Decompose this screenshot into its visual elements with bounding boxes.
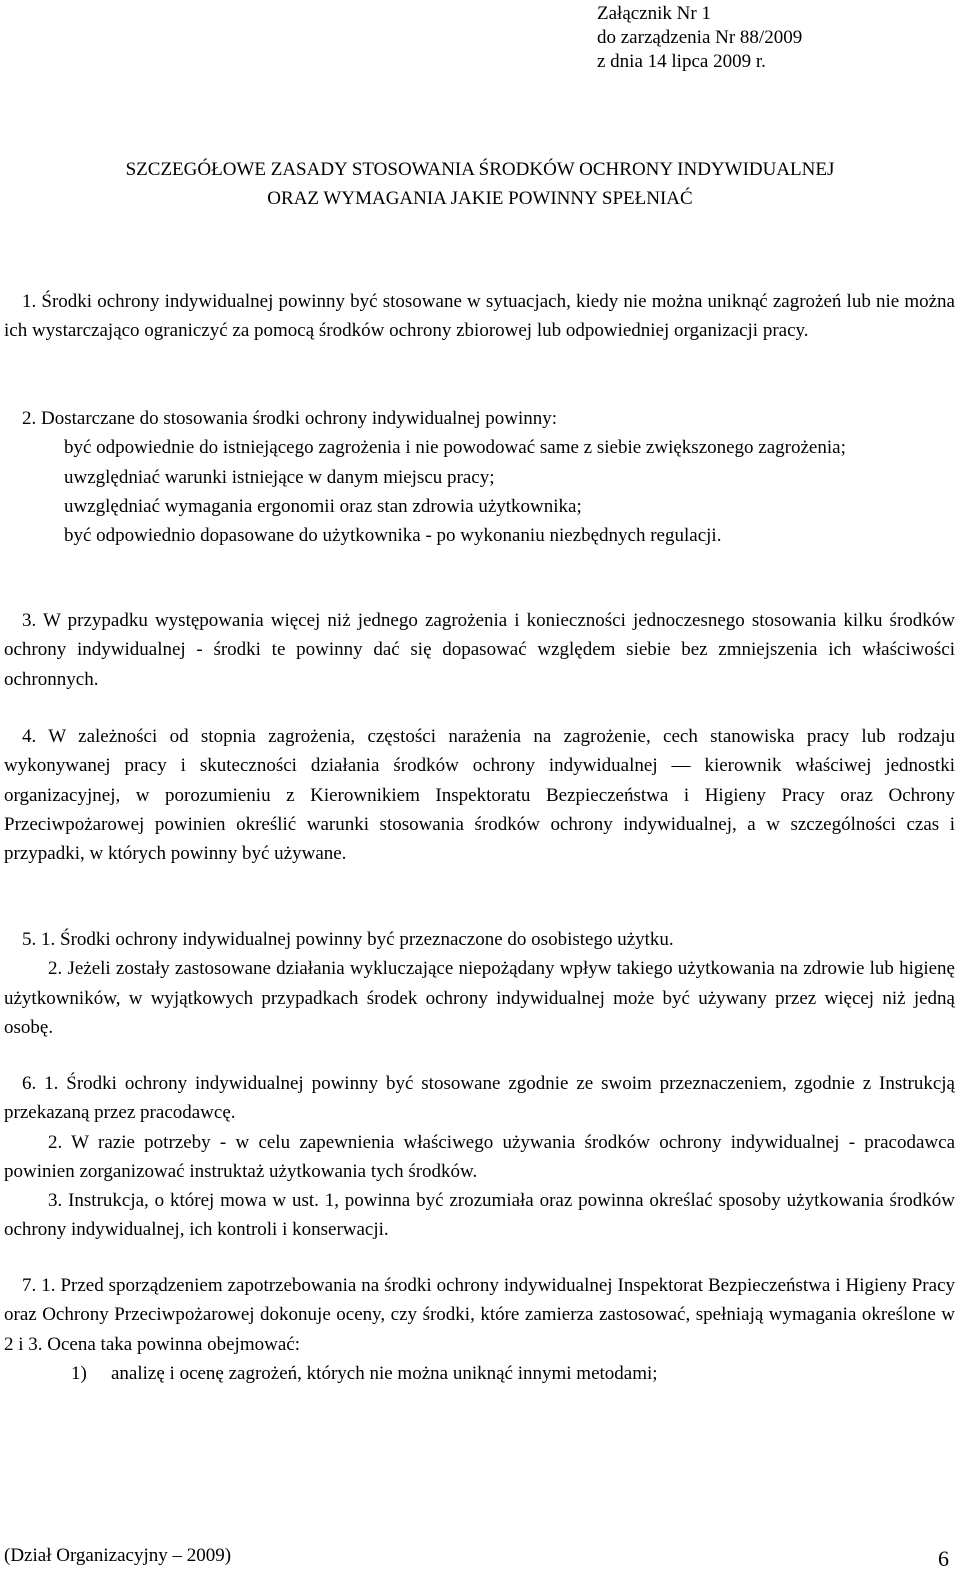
section-1-text: 1. Środki ochrony indywidualnej powinny być stosowane w sytuacjach, kiedy nie można uniknąć zagrożeń lub nie można ich wystarczająco ograniczyć za pomocą środków ochrony zbiorowej lub odpowiedniej organizacji pracy. [4, 291, 955, 342]
title-line-2: ORAZ WYMAGANIA JAKIE POWINNY SPEŁNIAĆ [267, 188, 693, 209]
section-1 [4, 287, 955, 346]
section-2 [4, 404, 955, 550]
item-text: uwzględniać wymagania ergonomii oraz stan zdrowia użytkownika; [64, 495, 582, 517]
item-number: 1) [71, 1362, 87, 1384]
document-title [0, 155, 960, 213]
section-6 [4, 1069, 955, 1245]
item-number [22, 433, 64, 462]
section-5-point-1: 5. 1. Środki ochrony indywidualnej powinny być przeznaczone do osobistego użytku. [22, 929, 674, 950]
section-2-intro: 2. Dostarczane do stosowania środki ochrony indywidualnej powinny: [22, 408, 558, 429]
section-4 [4, 722, 955, 868]
section-2-item-1 [22, 433, 955, 462]
page-number: 6 [938, 1546, 949, 1571]
section-3 [4, 606, 955, 694]
annex-header [597, 2, 802, 74]
annex-order-reference: do zarządzenia Nr 88/2009 [597, 27, 803, 48]
footer-department: (Dział Organizacyjny – 2009) [4, 1545, 232, 1566]
section-7 [4, 1271, 955, 1388]
section-6-point-3: 3. Instrukcja, o której mowa w ust. 1, powinna być zrozumiała oraz powinna określać sposoby użytkowania środków ochrony indywidualnej, ich kontroli i konserwacji. [4, 1190, 955, 1241]
section-2-item-2 [22, 463, 955, 492]
item-text: być odpowiednio dopasowane do użytkownika - po wykonaniu niezbędnych regulacji. [64, 525, 722, 547]
section-2-item-3 [22, 492, 955, 521]
section-7-point-1: 7. 1. Przed sporządzeniem zapotrzebowania na środki ochrony indywidualnej Inspektorat Bezpieczeństwa i Higieny Pracy oraz Ochrony Przeciwpożarowej dokonuje oceny, czy środki, które zamierza zastosować, spełniają wymagania określone w 2 i 3. Ocena taka powinna obejmować: [4, 1275, 955, 1355]
section-5-point-2: 2. Jeżeli zostały zastosowane działania wykluczające niepożądany wpływ takiego użytkowania na zdrowie lub higienę użytkowników, w wyjątkowych przypadkach środek ochrony indywidualnej może być używany przez więcej niż jedną osobę. [4, 958, 955, 1038]
annex-number: Załącznik Nr 1 [597, 3, 711, 24]
item-text: być odpowiednie do istniejącego zagrożenia i nie powodować same z siebie zwiększonego zagrożenia; [64, 437, 846, 459]
item-text: uwzględniać warunki istniejące w danym miejscu pracy; [64, 466, 495, 488]
section-2-item-4 [22, 521, 955, 550]
section-5 [4, 925, 955, 1042]
item-number [22, 521, 64, 550]
section-3-text: 3. W przypadku występowania więcej niż jednego zagrożenia i konieczności jednoczesnego stosowania kilku środków ochrony indywidualnej - środki te powinny dać się dopasować względem siebie bez zmniejszenia ich właściwości ochronnych. [4, 610, 955, 690]
section-6-point-1: 6. 1. Środki ochrony indywidualnej powinny być stosowane zgodnie ze swoim przeznaczeniem, zgodnie z Instrukcją przekazaną przez pracodawcę. [4, 1073, 955, 1124]
item-number [22, 463, 64, 492]
item-number [22, 492, 64, 521]
title-line-1: SZCZEGÓŁOWE ZASADY STOSOWANIA ŚRODKÓW OCHRONY INDYWIDUALNEJ [125, 159, 835, 180]
section-4-text: 4. W zależności od stopnia zagrożenia, częstości narażenia na zagrożenie, cech stanowiska pracy lub rodzaju wykonywanej pracy i skuteczności działania środków ochrony indywidualnej — kierownik właściwej jednostki organizacyjnej, w porozumieniu z Kierownikiem Inspektoratu Bezpieczeństwa i Higieny Pracy oraz Ochrony Przeciwpożarowej powinien określić warunki stosowania środków ochrony indywidualnej, a w szczególności czas i przypadki, w których powinny być używane. [4, 726, 955, 865]
item-text: analizę i ocenę zagrożeń, których nie można uniknąć innymi metodami; [111, 1362, 658, 1384]
annex-date: z dnia 14 lipca 2009 r. [597, 51, 766, 72]
section-6-point-2: 2. W razie potrzeby - w celu zapewnienia właściwego używania środków ochrony indywidualnej - pracodawca powinien zorganizować instruktaż użytkowania tych środków. [4, 1131, 955, 1182]
section-7-item-1 [4, 1359, 955, 1388]
